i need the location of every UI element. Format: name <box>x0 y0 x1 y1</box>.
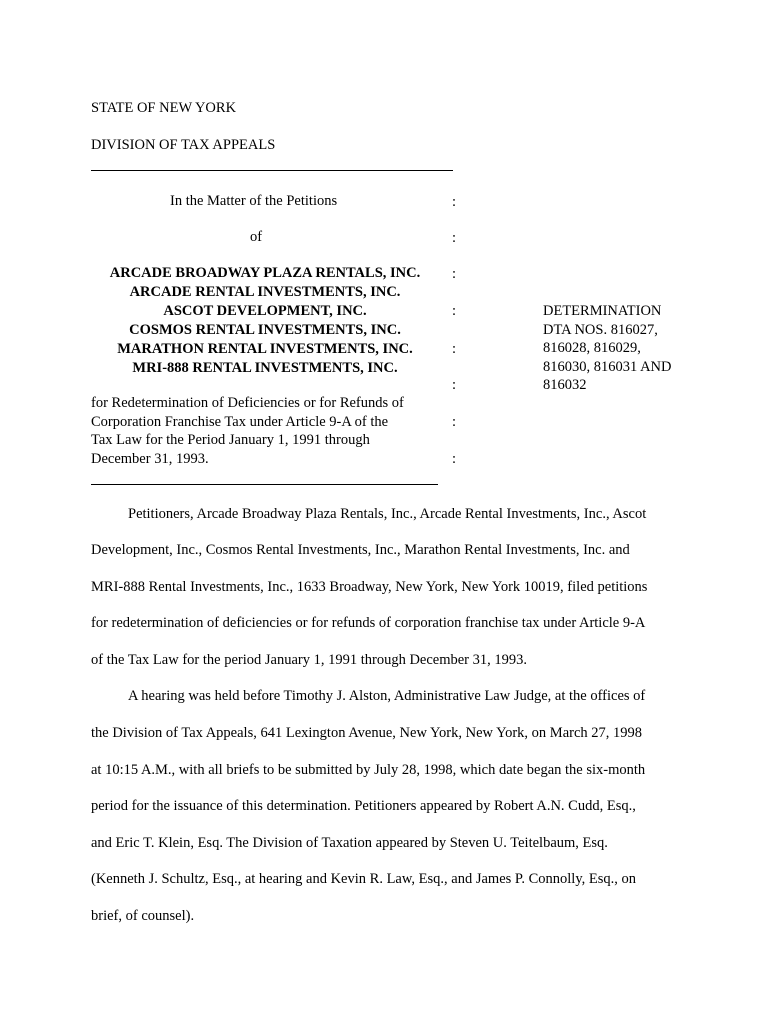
determination-block <box>543 302 672 395</box>
party-name: ARCADE RENTAL INVESTMENTS, INC. <box>129 284 401 300</box>
determination-line: DETERMINATION <box>543 303 662 319</box>
purpose-line: Corporation Franchise Tax under Article 9-A of the <box>91 413 389 430</box>
caption-colon: : <box>452 230 457 246</box>
caption-colon: : <box>452 377 457 393</box>
body-line: Petitioners, Arcade Broadway Plaza Rentals, Inc., Arcade Rental Investments, Inc., Ascot <box>128 506 647 522</box>
party-name: ARCADE BROADWAY PLAZA RENTALS, INC. <box>109 265 421 281</box>
body-line: (Kenneth J. Schultz, Esq., at hearing and Kevin R. Law, Esq., and James P. Connolly, Esq., on <box>91 871 637 887</box>
party-name: ASCOT DEVELOPMENT, INC. <box>163 303 367 319</box>
of-text: of <box>250 229 263 245</box>
party-name: COSMOS RENTAL INVESTMENTS, INC. <box>129 322 401 338</box>
purpose-line: December 31, 1993. <box>91 450 209 467</box>
division-heading: DIVISION OF TAX APPEALS <box>91 137 276 153</box>
caption-colon: : <box>452 451 457 467</box>
determination-line: 816028, 816029, <box>543 340 641 356</box>
caption-colon: : <box>452 341 457 357</box>
body-line: Development, Inc., Cosmos Rental Investments, Inc., Marathon Rental Investments, Inc. and <box>91 542 630 558</box>
body-line: and Eric T. Klein, Esq. The Division of Taxation appeared by Steven U. Teitelbaum, Esq. <box>91 835 608 851</box>
determination-line: 816032 <box>543 377 587 393</box>
body-line: of the Tax Law for the period January 1, 1991 through December 31, 1993. <box>91 652 528 668</box>
body-line: brief, of counsel). <box>91 908 195 924</box>
determination-line: DTA NOS. 816027, <box>543 321 658 338</box>
body-line: period for the issuance of this determination. Petitioners appeared by Robert A.N. Cudd, Esq., <box>91 798 636 814</box>
caption-colon: : <box>452 414 457 430</box>
body-line: the Division of Tax Appeals, 641 Lexington Avenue, New York, New York, on March 27, 1998 <box>91 725 643 741</box>
caption-colon: : <box>452 194 457 210</box>
party-name: MRI-888 RENTAL INVESTMENTS, INC. <box>132 360 398 376</box>
caption-colon: : <box>452 266 457 282</box>
body-line: MRI-888 Rental Investments, Inc., 1633 Broadway, New York, New York 10019, filed petitions <box>91 579 648 595</box>
petition-purpose <box>91 394 404 468</box>
state-heading: STATE OF NEW YORK <box>91 100 237 116</box>
body-line: at 10:15 A.M., with all briefs to be submitted by July 28, 1998, which date began the six-month <box>91 762 646 778</box>
caption-bottom-rule <box>91 484 438 485</box>
caption-colon: : <box>452 303 457 319</box>
caption-top-rule <box>91 170 453 171</box>
determination-line: 816030, 816031 AND <box>543 358 672 375</box>
body-line: for redetermination of deficiencies or for refunds of corporation franchise tax under Article 9-A <box>91 615 646 631</box>
matter-title: In the Matter of the Petitions <box>170 193 338 209</box>
party-name: MARATHON RENTAL INVESTMENTS, INC. <box>117 341 413 357</box>
purpose-line: Tax Law for the Period January 1, 1991 through <box>91 432 370 448</box>
body-line: A hearing was held before Timothy J. Alston, Administrative Law Judge, at the offices of <box>128 688 646 704</box>
purpose-line: for Redetermination of Deficiencies or for Refunds of <box>91 395 404 411</box>
